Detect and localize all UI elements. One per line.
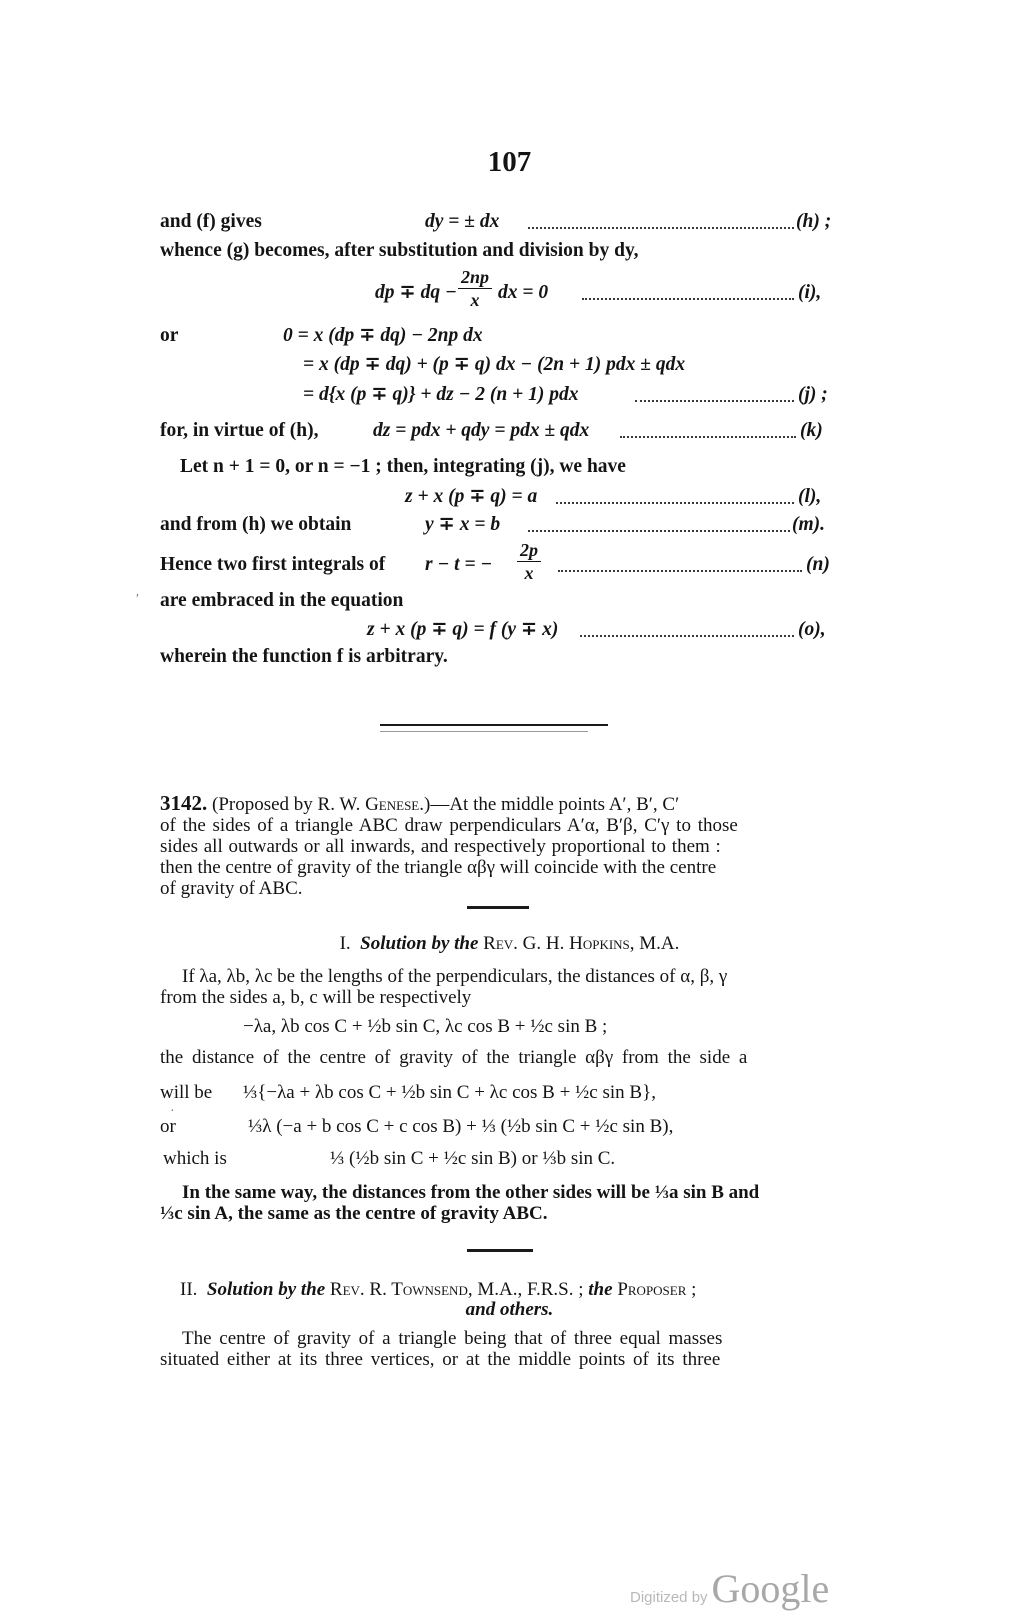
equation-i-left: dp ∓ dq −	[375, 282, 457, 303]
equation-m: y ∓ x = b	[425, 514, 501, 535]
proposer-name: Genese.	[365, 794, 424, 815]
will-be-label: will be	[160, 1082, 213, 1103]
equation-result: ⅓ (½b sin C + ½c sin B) or ⅓b sin C.	[330, 1148, 616, 1169]
solution-2-p1-line2: situated either at its three vertices, or at the middle points of its three	[160, 1349, 721, 1370]
leader-dots	[635, 398, 794, 402]
equation-label-o: (o),	[798, 619, 826, 640]
problem-line-4: then the centre of gravity of the triangle αβγ will coincide with the centre	[160, 857, 717, 878]
problem-line-5: of gravity of ABC.	[160, 878, 303, 899]
line-k-prefix: for, in virtue of (h),	[160, 420, 319, 441]
equation-o: z + x (p ∓ q) = f (y ∓ x)	[367, 619, 559, 640]
leader-dots	[528, 225, 794, 229]
or-label-2: or	[160, 1116, 176, 1137]
leader-dots	[528, 528, 790, 532]
which-is-label: which is	[163, 1148, 227, 1169]
equation-label-k: (k)	[800, 420, 823, 441]
or-label: or	[160, 325, 179, 346]
fraction-numerator: 2np	[458, 268, 492, 289]
solution-1-p2-line1: the distance of the centre of gravity of the triangle αβγ from the side a	[160, 1047, 748, 1068]
leader-dots	[558, 568, 802, 572]
proposer-prefix: (Proposed by R. W.	[212, 794, 361, 815]
solution-2-number: II.	[180, 1279, 198, 1300]
problem-statement-start: )—At the middle points A′, B′, C′	[424, 794, 680, 815]
page-number: 107	[487, 146, 532, 178]
equation-n: r − t = −	[425, 554, 493, 575]
equation-distances: −λa, λb cos C + ½b sin C, λc cos B + ½c sin B ;	[243, 1016, 608, 1037]
solution-2-p1-line1: The centre of gravity of a triangle being that of three equal masses	[182, 1328, 723, 1349]
solution-1-number: I.	[339, 933, 351, 954]
solution-2-author: Rev. R. Townsend, M.A., F.R.S.	[329, 1279, 574, 1300]
problem-line-3: sides all outwards or all inwards, and respectively proportional to them :	[160, 836, 721, 857]
heading-separator: ;	[573, 1279, 589, 1300]
equation-label-m: (m).	[792, 514, 826, 535]
short-divider	[467, 1249, 533, 1252]
google-logo: Google	[711, 1566, 830, 1611]
equation-i-fraction	[458, 268, 492, 309]
section-divider-shadow	[380, 731, 588, 732]
equation-l: z + x (p ∓ q) = a	[405, 486, 538, 507]
line-whence: whence (g) becomes, after substitution and division by dy,	[160, 240, 639, 261]
fraction-numerator: 2p	[517, 541, 541, 562]
line-embraced: are embraced in the equation	[160, 590, 404, 611]
section-divider	[380, 724, 608, 726]
equation-label-n: (n)	[806, 554, 830, 575]
equation-j-line3: = d{x (p ∓ q)} + dz − 2 (n + 1) pdx	[303, 384, 579, 405]
line-n-prefix: Hence two first integrals of	[160, 554, 386, 575]
line-let: Let n + 1 = 0, or n = −1 ; then, integrating (j), we have	[180, 456, 626, 477]
google-watermark	[630, 1565, 829, 1612]
equation-label-h: (h) ;	[796, 211, 832, 232]
margin-mark: ·	[170, 1104, 175, 1119]
fraction-denominator: x	[524, 563, 534, 583]
line-m-prefix: and from (h) we obtain	[160, 514, 352, 535]
solution-1-p3-line2: ⅓c sin A, the same as the centre of gravity ABC.	[160, 1203, 548, 1224]
solution-1-heading	[0, 933, 1019, 955]
solution-1-p1-line1: If λa, λb, λc be the lengths of the perpendiculars, the distances of α, β, γ	[182, 966, 728, 987]
equation-label-l: (l),	[798, 486, 822, 507]
leader-dots	[582, 296, 794, 300]
equation-i-right: dx = 0	[498, 282, 549, 303]
margin-mark: ′	[136, 592, 140, 607]
line-wherein: wherein the function f is arbitrary.	[160, 646, 448, 667]
equation-label-j: (j) ;	[798, 384, 828, 405]
leader-dots	[580, 633, 794, 637]
equation-n-fraction	[517, 541, 541, 582]
leader-dots	[556, 500, 794, 504]
solution-2-heading-italic: Solution by the	[206, 1279, 326, 1300]
watermark-prefix: Digitized by	[630, 1589, 708, 1606]
problem-line-1	[160, 793, 679, 816]
solution-2-heading	[180, 1279, 696, 1301]
equation-j-line1: 0 = x (dp ∓ dq) − 2np dx	[283, 325, 483, 346]
short-divider	[467, 906, 529, 909]
equation-label-i: (i),	[798, 282, 822, 303]
solution-1-heading-italic: Solution by the	[360, 933, 479, 954]
problem-line-2: of the sides of a triangle ABC draw perpendiculars A′α, B′β, C′γ to those	[160, 815, 738, 836]
solution-2-heading-line2: and others.	[465, 1299, 554, 1320]
equation-k: dz = pdx + qdy = pdx ± qdx	[373, 420, 590, 441]
problem-number: 3142.	[160, 791, 208, 815]
solution-1-author: Rev. G. H. Hopkins, M.A.	[483, 933, 680, 954]
line-h-prefix: and (f) gives	[160, 211, 262, 232]
equation-h: dy = ± dx	[425, 211, 500, 232]
solution-2-heading-italic-2: the	[588, 1279, 613, 1300]
equation-expanded: ⅓λ (−a + b cos C + c cos B) + ⅓ (½b sin C + ½c sin B),	[248, 1116, 674, 1137]
solution-2-proposer: Proposer ;	[617, 1279, 697, 1300]
solution-1-p1-line2: from the sides a, b, c will be respectively	[160, 987, 472, 1008]
leader-dots	[620, 434, 796, 438]
solution-1-p3-line1: In the same way, the distances from the other sides will be ⅓a sin B and	[182, 1182, 760, 1203]
equation-j-line2: = x (dp ∓ dq) + (p ∓ q) dx − (2n + 1) pdx ± qdx	[303, 354, 686, 375]
equation-centre-distance: ⅓{−λa + λb cos C + ½b sin C + λc cos B + ½c sin B},	[243, 1082, 656, 1103]
fraction-denominator: x	[470, 290, 480, 310]
